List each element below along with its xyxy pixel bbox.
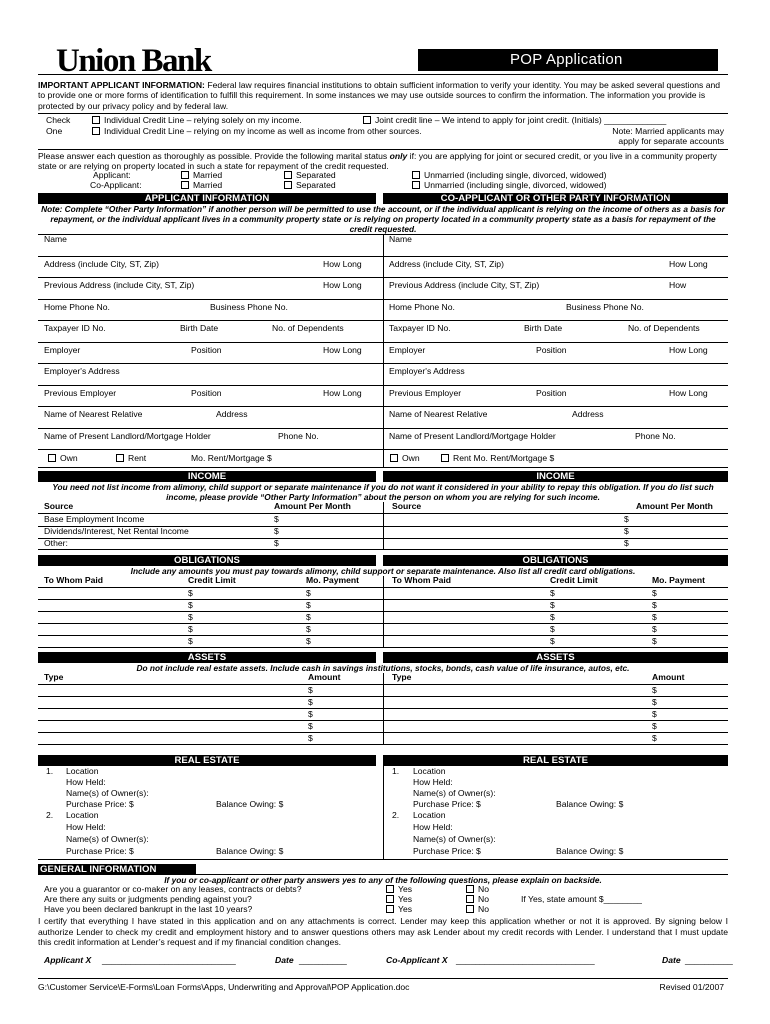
- applicant-info-heading: APPLICANT INFORMATION: [38, 193, 376, 204]
- obligation-row-rule: [38, 647, 728, 648]
- obligation-amount-field[interactable]: $: [652, 612, 657, 623]
- asset-amount-field[interactable]: $: [308, 685, 313, 696]
- co-prev-address-label: Previous Address (include City, ST, Zip): [389, 280, 540, 291]
- individual-relying-label: Individual Credit Line – relying on my income as well as income from other sources.: [104, 125, 422, 136]
- obligations-note: Include any amounts you must pay towards alimony, child support or separate maintenance. Also list all credit card obligations.: [130, 566, 636, 577]
- income-dollar[interactable]: $: [274, 514, 279, 525]
- co-prev-how-long-label: How Long: [669, 387, 708, 398]
- co-taxpayer-label: Taxpayer ID No.: [389, 323, 451, 334]
- co-income-source-header: Source: [392, 501, 422, 512]
- signature-line: [38, 955, 733, 970]
- co-applicant-separated[interactable]: [284, 181, 336, 191]
- question-bankrupt: Have you been declared bankrupt in the last 10 years?: [44, 904, 253, 915]
- co-how-long-label: How Long: [669, 258, 708, 269]
- address-row[interactable]: [38, 257, 728, 279]
- asset-amount-field[interactable]: $: [308, 721, 313, 732]
- no-label: No: [478, 884, 489, 895]
- marital-intro-only: only: [389, 150, 408, 161]
- income-dollar[interactable]: $: [274, 526, 279, 537]
- co-re-number-2: 2.: [392, 810, 400, 821]
- income-source-header: Source: [44, 501, 74, 512]
- co-re-owners-1[interactable]: Name(s) of Owner(s):: [413, 788, 496, 799]
- applicant-obligations-heading: OBLIGATIONS: [38, 555, 376, 566]
- unmarried-label: Unmarried (including single, divorced, widowed): [424, 180, 607, 191]
- obligation-amount-field[interactable]: $: [550, 636, 555, 647]
- asset-amount-field[interactable]: $: [652, 721, 657, 732]
- obligation-amount-field[interactable]: $: [652, 600, 657, 611]
- rent-label: Rent: [128, 453, 147, 464]
- relative-row[interactable]: [38, 407, 728, 429]
- obligation-amount-field[interactable]: $: [188, 588, 193, 599]
- asset-amount-field[interactable]: $: [652, 685, 657, 696]
- applicant-married-checkbox[interactable]: [181, 171, 189, 179]
- re-location-2[interactable]: Location: [66, 810, 99, 821]
- asset-amount-field[interactable]: $: [308, 709, 313, 720]
- asset-row-rule: [38, 744, 728, 745]
- re-location-1[interactable]: Location: [66, 766, 99, 777]
- important-text: Federal law requires financial institutions to obtain sufficient information to verify your identity. You may be asked several questions and to provide one or more forms of identification to fulfill this requirement. In some instances we may use outside sources to confirm the information. The information you provide is protected by our privacy policy and by federal law.: [38, 80, 721, 111]
- obligation-amount-field[interactable]: $: [188, 624, 193, 635]
- individual-relying-option[interactable]: [92, 127, 422, 137]
- header-rule: [38, 74, 728, 75]
- co-re-location-1[interactable]: Location: [413, 766, 446, 777]
- obligation-amount-field[interactable]: $: [306, 636, 311, 647]
- individual-relying-checkbox[interactable]: [92, 127, 100, 135]
- co-re-balance-1[interactable]: Balance Owing: $: [556, 799, 624, 810]
- income-row-other: Other:: [44, 538, 68, 549]
- obligation-amount-field[interactable]: $: [306, 588, 311, 599]
- one-label: One: [46, 125, 63, 136]
- income-row-dividends: Dividends/Interest, Net Rental Income: [44, 526, 189, 537]
- marital-status: [38, 171, 728, 192]
- no-label: No: [478, 894, 489, 905]
- asset-row-rule: [38, 732, 728, 733]
- obligation-amount-field[interactable]: $: [188, 612, 193, 623]
- asset-amount-header: Amount: [308, 672, 341, 683]
- separated-label: Separated: [296, 180, 336, 191]
- own-rent-row: [38, 450, 728, 468]
- re-how-held-1[interactable]: How Held:: [66, 777, 106, 788]
- re-purchase-2[interactable]: Purchase Price: $: [66, 846, 134, 857]
- co-applicant-unmarried-checkbox[interactable]: [412, 181, 420, 189]
- co-applicant-info-heading: CO-APPLICANT OR OTHER PARTY INFORMATION: [383, 193, 728, 204]
- applicant-separated-checkbox[interactable]: [284, 171, 292, 179]
- co-landlord-phone-label: Phone No.: [635, 430, 676, 441]
- q3-yes-checkbox[interactable]: [386, 905, 394, 913]
- obligations-section-bar: [38, 555, 728, 566]
- co-birth-date-label: Birth Date: [524, 323, 563, 334]
- mo-payment-header: Mo. Payment: [306, 575, 360, 586]
- rent-mo-rent-label: Rent Mo. Rent/Mortgage $: [453, 453, 555, 464]
- obligation-header-rule: [38, 587, 728, 588]
- co-employers-address-label: Employer's Address: [389, 366, 465, 377]
- form-title: POP Application: [418, 49, 718, 71]
- general-section-bar: [38, 864, 728, 875]
- asset-amount-field[interactable]: $: [308, 697, 313, 708]
- re-how-held-2[interactable]: How Held:: [66, 822, 106, 833]
- co-income-amount-header: Amount Per Month: [636, 501, 713, 512]
- footer: [38, 978, 728, 993]
- co-asset-type-header: Type: [392, 672, 412, 683]
- asset-row-rule: [38, 708, 728, 709]
- individual-solely-label: Individual Credit Line – relying solely on my income.: [104, 114, 302, 125]
- prev-employer-row[interactable]: [38, 386, 728, 408]
- applicant-birth-date-label: Birth Date: [180, 323, 219, 334]
- q2-no-checkbox[interactable]: [466, 895, 474, 903]
- pop-application-form: [38, 43, 733, 992]
- question-suits: Are there any suits or judgments pending against you?: [44, 894, 252, 905]
- joint-checkbox[interactable]: [363, 116, 371, 124]
- applicant-relative-label: Name of Nearest Relative: [44, 409, 143, 420]
- asset-type-header: Type: [44, 672, 64, 683]
- applicant-rent[interactable]: [116, 454, 146, 464]
- general-questions: [38, 885, 728, 915]
- co-address-label: Address (include City, ST, Zip): [389, 258, 504, 269]
- income-row-base: Base Employment Income: [44, 514, 145, 525]
- co-mo-payment-header: Mo. Payment: [652, 575, 706, 586]
- applicant-landlord-label: Name of Present Landlord/Mortgage Holder: [44, 430, 211, 441]
- q2-yes-checkbox[interactable]: [386, 895, 394, 903]
- unmarried-label: Unmarried (including single, divorced, widowed): [424, 170, 607, 181]
- applicant-employer-how-long-label: How Long: [323, 344, 362, 355]
- co-dependents-label: No. of Dependents: [628, 323, 700, 334]
- general-note: If you or co-applicant or other party answers yes to any of the following questions, please explain on backside.: [164, 875, 602, 886]
- applicant-real-estate-heading: REAL ESTATE: [38, 755, 376, 766]
- question-guarantor: Are you a guarantor or co-maker on any leases, contracts or debts?: [44, 884, 302, 895]
- co-applicant-signature-field[interactable]: _____________________________: [456, 955, 595, 966]
- asset-amount-field[interactable]: $: [652, 709, 657, 720]
- applicant-prev-address-label: Previous Address (include City, ST, Zip): [44, 280, 195, 291]
- re-owners-2[interactable]: Name(s) of Owner(s):: [66, 834, 149, 845]
- co-applicant-label: Co-Applicant:: [90, 180, 142, 191]
- assets-table: [38, 673, 728, 745]
- obligation-row-rule: [38, 623, 728, 624]
- q3-no[interactable]: [466, 905, 489, 915]
- co-prev-employer-label: Previous Employer: [389, 387, 462, 398]
- check-label: Check: [46, 114, 71, 125]
- co-applicant-date-field[interactable]: __________: [685, 955, 733, 966]
- applicant-home-phone-label: Home Phone No.: [44, 301, 110, 312]
- file-path: G:\Customer Service\E-Forms\Loan Forms\Apps, Underwriting and Approval\POP Application.doc: [38, 982, 410, 992]
- if-yes-amount[interactable]: If Yes, state amount $________: [521, 894, 642, 905]
- applicant-note: Note: Complete “Other Party Information” if another person will be permitted to use the account, or if the individual applicant is relying on the income of others as a basis for repayment, or the individual applicant lives in a community property state or is relying on property located in a community property state as a basis for repayment of the credit requested.: [41, 204, 725, 235]
- applicant-position-label: Position: [191, 344, 222, 355]
- assets-section-bar: [38, 652, 728, 663]
- co-credit-limit-header: Credit Limit: [550, 575, 598, 586]
- obligation-amount-field[interactable]: $: [550, 612, 555, 623]
- employer-row[interactable]: [38, 343, 728, 365]
- applicant-rel-address-label: Address: [216, 409, 248, 420]
- co-applicant-signature-label: Co-Applicant X: [386, 955, 448, 966]
- applicant-mo-rent-label: Mo. Rent/Mortgage $: [191, 453, 272, 464]
- q1-no-checkbox[interactable]: [466, 885, 474, 893]
- co-obligations-heading: OBLIGATIONS: [383, 555, 728, 566]
- obligation-amount-field[interactable]: $: [550, 588, 555, 599]
- co-asset-amount-header: Amount: [652, 672, 685, 683]
- co-income-dollar[interactable]: $: [624, 514, 629, 525]
- asset-amount-field[interactable]: $: [308, 733, 313, 744]
- co-rent-checkbox[interactable]: [441, 454, 449, 462]
- co-own[interactable]: [390, 454, 420, 464]
- co-prev-position-label: Position: [536, 387, 567, 398]
- individual-solely-checkbox[interactable]: [92, 116, 100, 124]
- header: [38, 44, 728, 80]
- divider: [38, 149, 728, 150]
- asset-amount-field[interactable]: $: [652, 733, 657, 744]
- applicant-prev-how-long-label: How Long: [323, 387, 362, 398]
- co-real-estate-heading: REAL ESTATE: [383, 755, 728, 766]
- re-balance-1[interactable]: Balance Owing: $: [216, 799, 284, 810]
- credit-limit-header: Credit Limit: [188, 575, 236, 586]
- co-name-label: Name: [389, 234, 412, 245]
- co-re-balance-2[interactable]: Balance Owing: $: [556, 846, 624, 857]
- co-rent[interactable]: [441, 454, 554, 464]
- yes-label: Yes: [398, 884, 413, 895]
- important-label: IMPORTANT APPLICANT INFORMATION:: [38, 80, 205, 90]
- applicant-employers-address-label: Employer's Address: [44, 366, 120, 377]
- yes-label: Yes: [398, 904, 413, 915]
- co-relative-label: Name of Nearest Relative: [389, 409, 488, 420]
- re-owners-1[interactable]: Name(s) of Owner(s):: [66, 788, 149, 799]
- re-balance-2[interactable]: Balance Owing: $: [216, 846, 284, 857]
- re-purchase-1[interactable]: Purchase Price: $: [66, 799, 134, 810]
- obligation-amount-field[interactable]: $: [188, 600, 193, 611]
- applicant-landlord-phone-label: Phone No.: [278, 430, 319, 441]
- obligation-amount-field[interactable]: $: [188, 636, 193, 647]
- co-applicant-married[interactable]: [181, 181, 222, 191]
- applicant-signature-label: Applicant X: [44, 955, 92, 966]
- applicant-rent-checkbox[interactable]: [116, 454, 124, 462]
- obligation-amount-field[interactable]: $: [652, 588, 657, 599]
- asset-header-rule: [38, 684, 728, 685]
- applicant-assets-heading: ASSETS: [38, 652, 376, 663]
- applicant-business-phone-label: Business Phone No.: [210, 301, 288, 312]
- married-label: Married: [193, 180, 223, 191]
- co-re-purchase-1[interactable]: Purchase Price: $: [413, 799, 481, 810]
- income-dollar[interactable]: $: [274, 538, 279, 549]
- applicant-own-checkbox[interactable]: [48, 454, 56, 462]
- important-info: [38, 80, 728, 111]
- obligation-amount-field[interactable]: $: [306, 600, 311, 611]
- marital-intro-b: if: you are applying for joint or secured credit, or you live in a community property state or are relying on property located in such a state for repayment of the credit requested.: [38, 150, 717, 172]
- re-number-2: 2.: [46, 810, 54, 821]
- applicant-how-long-label: How Long: [323, 258, 362, 269]
- co-landlord-label: Name of Present Landlord/Mortgage Holder: [389, 430, 556, 441]
- co-position-label: Position: [536, 344, 567, 355]
- co-rel-address-label: Address: [572, 409, 604, 420]
- applicant-section-bar: [38, 193, 728, 204]
- married-label: Married: [193, 170, 223, 181]
- obligation-amount-field[interactable]: $: [652, 624, 657, 635]
- applicant-date-field[interactable]: __________: [299, 955, 347, 966]
- co-applicant-unmarried[interactable]: [412, 181, 606, 191]
- obligations-table: [38, 576, 728, 648]
- applicant-prev-position-label: Position: [191, 387, 222, 398]
- employer-address-row[interactable]: [38, 364, 728, 386]
- re-number-1: 1.: [46, 766, 54, 777]
- divider: [38, 113, 728, 114]
- co-re-how-held-1[interactable]: How Held:: [413, 777, 453, 788]
- applicant-taxpayer-label: Taxpayer ID No.: [44, 323, 106, 334]
- name-row[interactable]: [38, 235, 728, 257]
- asset-row-rule: [38, 720, 728, 721]
- co-income-heading: INCOME: [383, 471, 728, 482]
- real-estate-section-bar: [38, 755, 728, 766]
- applicant-dependents-label: No. of Dependents: [272, 323, 344, 334]
- obligation-row-rule: [38, 599, 728, 600]
- marital-intro: [38, 151, 728, 172]
- applicant-date-label: Date: [275, 955, 294, 966]
- co-re-number-1: 1.: [392, 766, 400, 777]
- union-bank-logo: Union Bank: [56, 43, 211, 79]
- co-prev-how-label: How: [669, 280, 687, 291]
- obligation-row-rule: [38, 611, 728, 612]
- applicant-name-label: Name: [44, 234, 67, 245]
- joint-label: Joint credit line – We intend to apply for joint credit. (Initials) _____________: [375, 114, 667, 125]
- real-estate-table: [38, 766, 728, 860]
- to-whom-header: To Whom Paid: [44, 575, 104, 586]
- obligation-amount-field[interactable]: $: [550, 600, 555, 611]
- co-income-dollar[interactable]: $: [624, 538, 629, 549]
- co-employer-label: Employer: [389, 344, 426, 355]
- co-business-phone-label: Business Phone No.: [566, 301, 644, 312]
- obligation-amount-field[interactable]: $: [652, 636, 657, 647]
- assets-note: Do not include real estate assets. Include cash in savings institutions, stocks, bonds, cash value of life insurance, autos, etc.: [136, 663, 630, 674]
- landlord-row[interactable]: [38, 429, 728, 451]
- phone-row[interactable]: [38, 300, 728, 322]
- co-own-checkbox[interactable]: [390, 454, 398, 462]
- obligation-amount-field[interactable]: $: [306, 612, 311, 623]
- co-applicant-married-checkbox[interactable]: [181, 181, 189, 189]
- applicant-signature-field[interactable]: ____________________________: [102, 955, 236, 966]
- income-note: You need not list income from alimony, child support or separate maintenance if you do not want it considered in your ability to repay this obligation. If you do list such income, please provide “Other Party Information” about the person on whom you are relying for such income.: [52, 482, 714, 503]
- applicant-label: Applicant:: [93, 170, 131, 181]
- q1-yes-checkbox[interactable]: [386, 885, 394, 893]
- obligation-row-rule: [38, 635, 728, 636]
- income-section-bar: [38, 471, 728, 482]
- asset-amount-field[interactable]: $: [652, 697, 657, 708]
- applicant-prev-employer-label: Previous Employer: [44, 387, 117, 398]
- co-re-purchase-2[interactable]: Purchase Price: $: [413, 846, 481, 857]
- applicant-prev-how-long-label: How Long: [323, 280, 362, 291]
- co-to-whom-header: To Whom Paid: [392, 575, 452, 586]
- applicant-unmarried-checkbox[interactable]: [412, 171, 420, 179]
- individual-solely-option[interactable]: [92, 116, 302, 126]
- own-label: Own: [402, 453, 420, 464]
- co-applicant-date-label: Date: [662, 955, 681, 966]
- revised-date: Revised 01/2007: [659, 982, 724, 992]
- applicant-address-label: Address (include City, ST, Zip): [44, 258, 159, 269]
- separated-label: Separated: [296, 170, 336, 181]
- co-re-location-2[interactable]: Location: [413, 810, 446, 821]
- credit-line-choice: [38, 116, 728, 149]
- income-amount-header: Amount Per Month: [274, 501, 351, 512]
- obligation-amount-field[interactable]: $: [306, 624, 311, 635]
- applicant-grid: [38, 234, 728, 468]
- no-label: No: [478, 904, 489, 915]
- marital-intro-a: Please answer each question as thoroughly as possible. Provide the following marital status: [38, 150, 390, 161]
- general-info-heading: GENERAL INFORMATION: [38, 864, 196, 875]
- applicant-own[interactable]: [48, 454, 78, 464]
- q3-yes[interactable]: [386, 905, 412, 915]
- joint-option[interactable]: [363, 116, 666, 126]
- applicant-employer-label: Employer: [44, 344, 81, 355]
- income-table: [38, 502, 728, 549]
- own-label: Own: [60, 453, 78, 464]
- married-note-1: Note: Married applicants may: [612, 125, 724, 136]
- co-assets-heading: ASSETS: [383, 652, 728, 663]
- certification-text: I certify that everything I have stated in this application and on any attachments is correct. Lender may keep this application whether or not it is approved. By signing below I authorize Lender to check my credit and employment history and to answer questions others may ask Lender about my credit records with Lender. I understand that I must update this credit information at Lender’s request and if my financial condition changes.: [38, 916, 728, 948]
- co-re-how-held-2[interactable]: How Held:: [413, 822, 453, 833]
- prev-address-row[interactable]: [38, 278, 728, 300]
- obligation-amount-field[interactable]: $: [550, 624, 555, 635]
- applicant-income-heading: INCOME: [38, 471, 376, 482]
- taxpayer-row[interactable]: [38, 321, 728, 343]
- yes-label: Yes: [398, 894, 413, 905]
- co-income-dollar[interactable]: $: [624, 526, 629, 537]
- co-employer-how-long-label: How Long: [669, 344, 708, 355]
- co-applicant-separated-checkbox[interactable]: [284, 181, 292, 189]
- q3-no-checkbox[interactable]: [466, 905, 474, 913]
- co-home-phone-label: Home Phone No.: [389, 301, 455, 312]
- married-note-2: apply for separate accounts: [618, 135, 724, 146]
- asset-row-rule: [38, 696, 728, 697]
- co-re-owners-2[interactable]: Name(s) of Owner(s):: [413, 834, 496, 845]
